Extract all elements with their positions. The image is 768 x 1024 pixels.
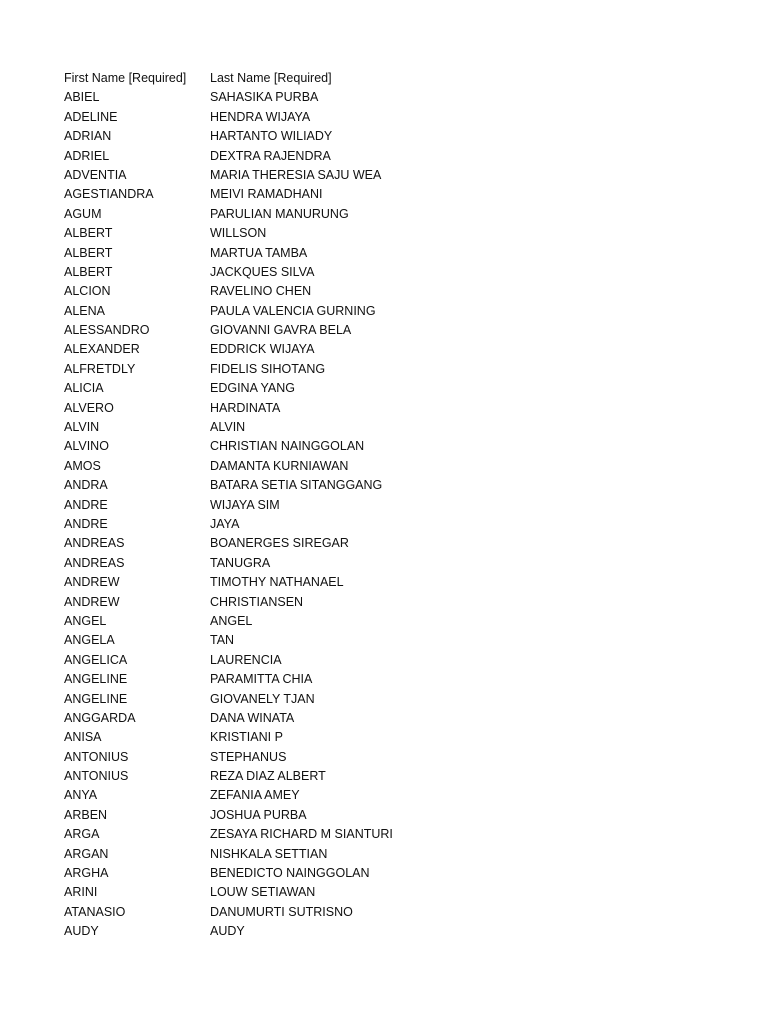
first-name-cell: ADRIAN: [64, 129, 112, 144]
first-name-cell: ANDREAS: [64, 555, 125, 570]
last-name-cell: GIOVANNI GAVRA BELA: [210, 323, 352, 338]
last-name-cell: NISHKALA SETTIAN: [210, 846, 328, 861]
last-name-cell: DANA WINATA: [210, 710, 295, 725]
first-name-cell: ANYA: [64, 788, 98, 803]
last-name-cell: AUDY: [210, 924, 245, 939]
first-name-cell: ADELINE: [64, 109, 118, 124]
last-name-cell: RAVELINO CHEN: [210, 284, 312, 299]
first-name-cell: ANDREW: [64, 594, 120, 609]
first-name-cell: ARGA: [64, 827, 100, 842]
table-row: [64, 554, 744, 573]
last-name-cell: JACKQUES SILVA: [210, 264, 315, 279]
first-name-cell: ANGGARDA: [64, 710, 136, 725]
table-row: [64, 166, 744, 185]
table-row: [64, 418, 744, 437]
table-row: [64, 399, 744, 418]
first-name-cell: ALBERT: [64, 264, 113, 279]
table-row: [64, 244, 744, 263]
first-name-cell: ANDRE: [64, 497, 108, 512]
last-name-cell: STEPHANUS: [210, 749, 287, 764]
table-row: [64, 282, 744, 301]
name-list-sheet: [64, 69, 744, 942]
first-name-cell: ANDRE: [64, 516, 108, 531]
table-row: [64, 321, 744, 340]
last-name-cell: MEIVI RAMADHANI: [210, 187, 323, 202]
first-name-cell: ARBEN: [64, 807, 108, 822]
header-row: [64, 69, 744, 88]
table-row: [64, 515, 744, 534]
first-name-cell: ALFRETDLY: [64, 361, 136, 376]
first-name-cell: ANTONIUS: [64, 749, 129, 764]
last-name-cell: BATARA SETIA SITANGGANG: [210, 478, 383, 493]
table-row: [64, 922, 744, 941]
table-row: [64, 108, 744, 127]
first-name-cell: ALVIN: [64, 420, 100, 435]
last-name-cell: BENEDICTO NAINGGOLAN: [210, 866, 370, 881]
last-name-cell: BOANERGES SIREGAR: [210, 536, 349, 551]
last-name-cell: PARAMITTA CHIA: [210, 672, 313, 687]
last-name-cell: HARTANTO WILIADY: [210, 129, 333, 144]
first-name-cell: ABIEL: [64, 90, 100, 105]
last-name-cell: DAMANTA KURNIAWAN: [210, 458, 349, 473]
table-row: [64, 845, 744, 864]
table-row: [64, 534, 744, 553]
last-name-cell: MARTUA TAMBA: [210, 245, 308, 260]
table-row: [64, 631, 744, 650]
table-row: [64, 205, 744, 224]
table-row: [64, 786, 744, 805]
last-name-cell: GIOVANELY TJAN: [210, 691, 315, 706]
last-name-cell: PAULA VALENCIA GURNING: [210, 303, 376, 318]
first-name-cell: ALICIA: [64, 381, 104, 396]
first-name-cell: ADRIEL: [64, 148, 110, 163]
first-name-cell: AUDY: [64, 924, 99, 939]
last-name-cell: TANUGRA: [210, 555, 271, 570]
last-name-cell: EDGINA YANG: [210, 381, 295, 396]
last-name-cell: FIDELIS SIHOTANG: [210, 361, 326, 376]
last-name-cell: HARDINATA: [210, 400, 281, 415]
last-name-cell: HENDRA WIJAYA: [210, 109, 311, 124]
table-row: [64, 767, 744, 786]
first-name-cell: ALVERO: [64, 400, 114, 415]
first-name-cell: ALEXANDER: [64, 342, 140, 357]
first-name-cell: AGUM: [64, 206, 102, 221]
first-name-cell: ALENA: [64, 303, 105, 318]
last-name-cell: ALVIN: [210, 420, 246, 435]
table-row: [64, 263, 744, 282]
table-row: [64, 340, 744, 359]
table-row: [64, 748, 744, 767]
first-name-cell: ANGELICA: [64, 652, 128, 667]
last-name-cell: TAN: [210, 633, 235, 648]
last-name-cell: ZESAYA RICHARD M SIANTURI: [210, 827, 393, 842]
first-name-cell: ADVENTIA: [64, 167, 127, 182]
table-row: [64, 709, 744, 728]
table-row: [64, 127, 744, 146]
first-name-cell: ARGHA: [64, 866, 109, 881]
first-name-cell: ALBERT: [64, 245, 113, 260]
table-row: [64, 883, 744, 902]
first-name-cell: ANGELINE: [64, 691, 128, 706]
first-name-cell: ANDRA: [64, 478, 108, 493]
table-row: [64, 88, 744, 107]
table-row: [64, 496, 744, 515]
name-rows: [64, 88, 744, 941]
first-name-cell: ATANASIO: [64, 904, 126, 919]
table-row: [64, 360, 744, 379]
table-row: [64, 379, 744, 398]
last-name-cell: JOSHUA PURBA: [210, 807, 307, 822]
table-row: [64, 302, 744, 321]
table-row: [64, 690, 744, 709]
last-name-cell: JAYA: [210, 516, 240, 531]
first-name-cell: ANGELINE: [64, 672, 128, 687]
last-name-cell: LOUW SETIAWAN: [210, 885, 316, 900]
last-name-cell: WILLSON: [210, 226, 267, 241]
last-name-cell: LAURENCIA: [210, 652, 282, 667]
last-name-cell: KRISTIANI P: [210, 730, 283, 745]
first-name-cell: ARINI: [64, 885, 98, 900]
first-name-cell: ANGELA: [64, 633, 115, 648]
last-name-cell: ANGEL: [210, 613, 253, 628]
table-row: [64, 903, 744, 922]
first-name-cell: ALBERT: [64, 226, 113, 241]
table-row: [64, 147, 744, 166]
table-row: [64, 573, 744, 592]
table-row: [64, 670, 744, 689]
table-row: [64, 437, 744, 456]
table-row: [64, 612, 744, 631]
table-row: [64, 593, 744, 612]
first-name-cell: ANGEL: [64, 613, 107, 628]
last-name-cell: DEXTRA RAJENDRA: [210, 148, 331, 163]
last-name-cell: PARULIAN MANURUNG: [210, 206, 349, 221]
last-name-cell: CHRISTIAN NAINGGOLAN: [210, 439, 365, 454]
first-name-cell: AGESTIANDRA: [64, 187, 154, 202]
table-row: [64, 457, 744, 476]
table-row: [64, 476, 744, 495]
first-name-cell: ANDREAS: [64, 536, 125, 551]
first-name-cell: ARGAN: [64, 846, 109, 861]
first-name-cell: ALVINO: [64, 439, 109, 454]
first-name-header: First Name [Required]: [64, 71, 187, 85]
last-name-cell: REZA DIAZ ALBERT: [210, 769, 326, 784]
table-row: [64, 185, 744, 204]
first-name-cell: AMOS: [64, 458, 101, 473]
last-name-cell: DANUMURTI SUTRISNO: [210, 904, 353, 919]
last-name-cell: TIMOTHY NATHANAEL: [210, 575, 344, 590]
first-name-cell: ANDREW: [64, 575, 120, 590]
table-row: [64, 825, 744, 844]
first-name-cell: ANISA: [64, 730, 102, 745]
first-name-cell: ALCION: [64, 284, 111, 299]
table-row: [64, 806, 744, 825]
last-name-cell: CHRISTIANSEN: [210, 594, 304, 609]
table-row: [64, 864, 744, 883]
first-name-cell: ALESSANDRO: [64, 323, 150, 338]
last-name-cell: MARIA THERESIA SAJU WEA: [210, 167, 382, 182]
last-name-cell: WIJAYA SIM: [210, 497, 280, 512]
last-name-cell: EDDRICK WIJAYA: [210, 342, 315, 357]
table-row: [64, 728, 744, 747]
table-row: [64, 224, 744, 243]
first-name-cell: ANTONIUS: [64, 769, 129, 784]
table-row: [64, 651, 744, 670]
last-name-header: Last Name [Required]: [210, 71, 332, 85]
last-name-cell: SAHASIKA PURBA: [210, 90, 319, 105]
last-name-cell: ZEFANIA AMEY: [210, 788, 300, 803]
